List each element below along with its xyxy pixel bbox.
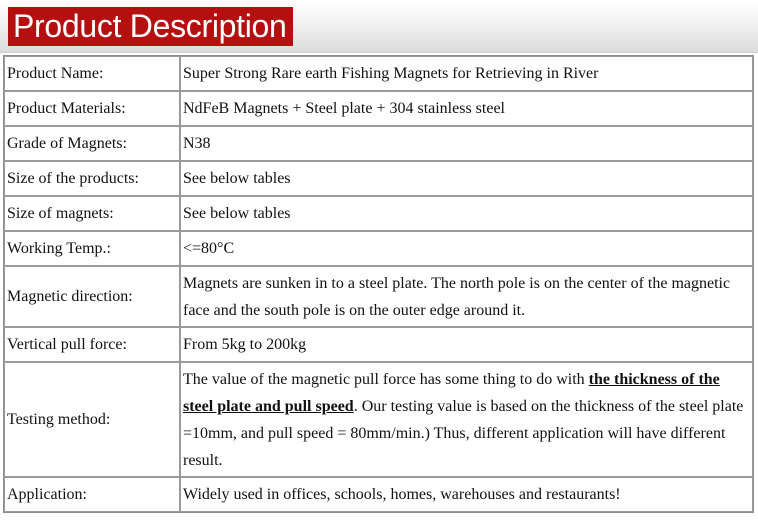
table-row xyxy=(4,196,753,231)
table-row xyxy=(4,56,753,91)
testing-emphasis: the thickness of the steel plate and pull speed xyxy=(183,370,720,415)
row-value: <=80°C xyxy=(180,231,753,266)
section-title: Product Description xyxy=(8,7,293,46)
testing-text-start: The value of the magnetic pull force has some thing to do with xyxy=(183,370,589,388)
row-value: See below tables xyxy=(180,161,753,196)
testing-text-end: . Our testing value is based on the thickness of the steel plate =10mm, and pull speed = 80mm/min.) Thus, different application will have different result. xyxy=(183,397,744,469)
row-label: Magnetic direction: xyxy=(4,266,180,327)
row-value: Widely used in offices, schools, homes, warehouses and restaurants! xyxy=(180,477,753,512)
table-row xyxy=(4,327,753,362)
section-header xyxy=(0,0,758,53)
row-value: Super Strong Rare earth Fishing Magnets for Retrieving in River xyxy=(180,56,753,91)
table-row xyxy=(4,266,753,327)
row-label: Size of magnets: xyxy=(4,196,180,231)
table-row xyxy=(4,126,753,161)
row-value: From 5kg to 200kg xyxy=(180,327,753,362)
row-label: Product Materials: xyxy=(4,91,180,126)
row-label: Testing method: xyxy=(4,362,180,477)
table-row xyxy=(4,231,753,266)
row-label: Grade of Magnets: xyxy=(4,126,180,161)
row-label: Product Name: xyxy=(4,56,180,91)
product-spec-table xyxy=(3,55,754,513)
row-value: Magnets are sunken in to a steel plate. The north pole is on the center of the magnetic face and the south pole is on the outer edge around it. xyxy=(180,266,753,327)
row-label: Working Temp.: xyxy=(4,231,180,266)
table-row xyxy=(4,362,753,477)
table-row xyxy=(4,91,753,126)
row-label: Size of the products: xyxy=(4,161,180,196)
row-value xyxy=(180,362,753,477)
table-row xyxy=(4,161,753,196)
row-label: Vertical pull force: xyxy=(4,327,180,362)
row-label: Application: xyxy=(4,477,180,512)
table-row xyxy=(4,477,753,512)
row-value: N38 xyxy=(180,126,753,161)
row-value: See below tables xyxy=(180,196,753,231)
row-value: NdFeB Magnets + Steel plate + 304 stainless steel xyxy=(180,91,753,126)
